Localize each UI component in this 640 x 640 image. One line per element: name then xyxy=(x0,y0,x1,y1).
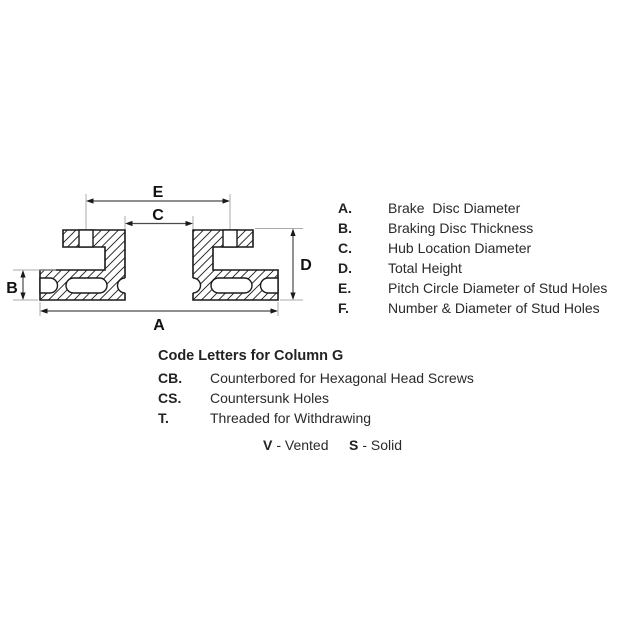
code-letter-label: Countersunk Holes xyxy=(210,390,330,406)
dim-label-d: D xyxy=(300,257,312,274)
stud-hole-left xyxy=(79,230,93,247)
code-letter-row xyxy=(158,368,474,388)
code-letter-row xyxy=(158,408,474,428)
legend-label: Number & Diameter of Stud Holes xyxy=(388,300,600,316)
legend-label: Hub Location Diameter xyxy=(388,240,532,256)
solid-code: S xyxy=(349,437,359,453)
code-letter-row xyxy=(158,388,474,408)
vent-slot-right-edge xyxy=(261,278,279,293)
legend-code: B. xyxy=(338,220,352,236)
legend-label: Total Height xyxy=(388,260,462,276)
code-letter: T. xyxy=(158,410,169,426)
stud-hole-right xyxy=(223,230,237,247)
dim-label-c: C xyxy=(152,207,164,224)
solid-label: - Solid xyxy=(362,437,403,453)
vent-slot-left xyxy=(66,278,107,293)
legend-row xyxy=(338,298,607,318)
legend-code: A. xyxy=(338,200,352,216)
code-letters-heading: Code Letters for Column G xyxy=(158,348,344,364)
dim-label-b: B xyxy=(6,280,18,297)
dimension-legend xyxy=(338,198,607,318)
legend-row xyxy=(338,258,607,278)
hub-bore-grooves xyxy=(118,278,201,293)
legend-code: C. xyxy=(338,240,352,256)
legend-code: D. xyxy=(338,260,352,276)
vent-slot-left-edge xyxy=(40,278,58,293)
legend-label: Brake Disc Diameter xyxy=(388,200,521,216)
legend-label: Braking Disc Thickness xyxy=(388,220,534,236)
legend-row xyxy=(338,198,607,218)
vent-slot-right xyxy=(211,278,252,293)
code-letter: CS. xyxy=(158,390,182,406)
legend-row xyxy=(338,278,607,298)
vented-code: V xyxy=(263,437,273,453)
legend-row xyxy=(338,238,607,258)
vent-slots xyxy=(40,278,278,293)
code-letter: CB. xyxy=(158,370,183,386)
legend-label: Pitch Circle Diameter of Stud Holes xyxy=(388,280,608,296)
vented-label: - Vented xyxy=(276,437,329,453)
legend-row xyxy=(338,218,607,238)
legend-code: E. xyxy=(338,280,352,296)
vented-code-item xyxy=(263,438,329,453)
legend-code: F. xyxy=(338,300,349,316)
code-letter-label: Counterbored for Hexagonal Head Screws xyxy=(210,370,474,386)
code-letters-block xyxy=(158,348,474,428)
solid-code-item xyxy=(349,438,402,453)
code-letter-label: Threaded for Withdrawing xyxy=(210,410,372,426)
dim-label-e: E xyxy=(152,184,164,201)
dim-label-a: A xyxy=(153,317,165,334)
